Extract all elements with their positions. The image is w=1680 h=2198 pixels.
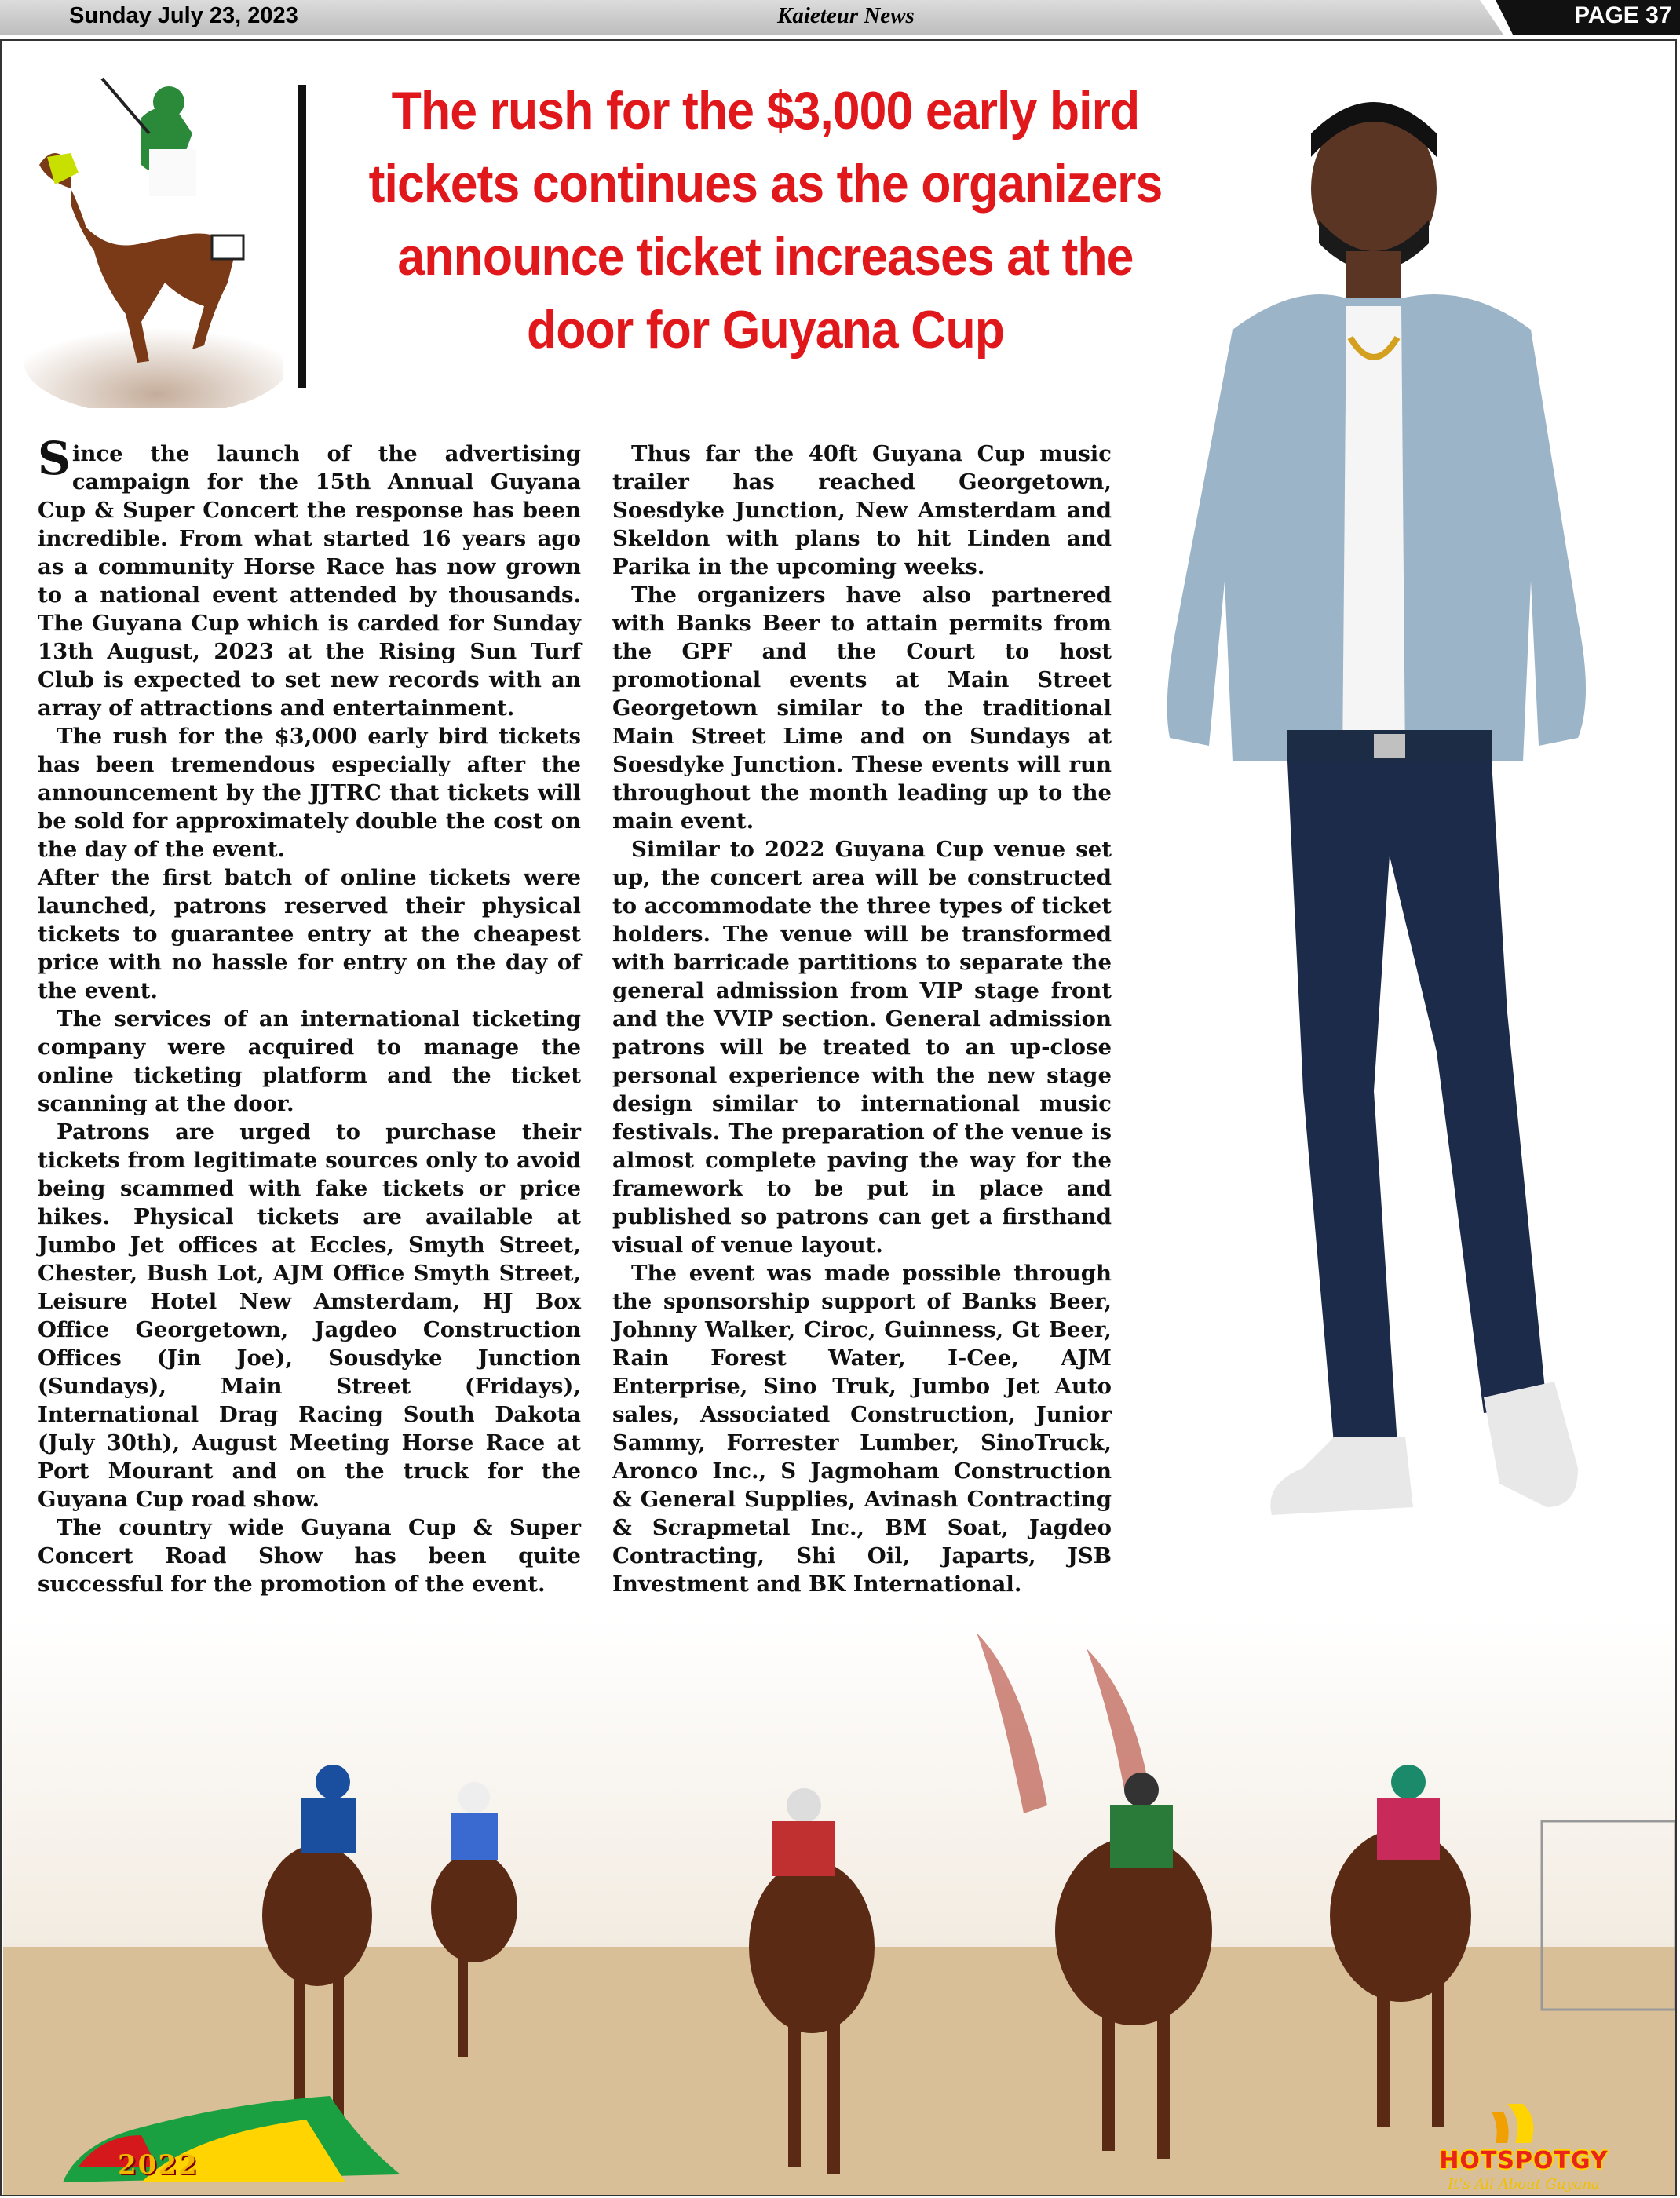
paragraph: The country wide Guyana Cup & Super Concert Road Show has been quite successful for the promotion of the event. <box>38 1515 581 1597</box>
issue-date: Sunday July 23, 2023 <box>69 3 298 28</box>
paragraph: The organizers have also partnered with Banks Beer to attain permits from the GPF and the Court to host promotional events at Main Street Georgetown similar to the traditional Main Street Lime and on Sundays at Soesdyke Junction. These events will run throughout the month leading up to the main event. <box>612 582 1112 834</box>
paragraph: After the first batch of online tickets were launched, patrons reserved their physical tickets to guarantee entry at the cheapest price with no hassle for entry on the day of the event. <box>38 865 581 1003</box>
paragraph: The rush for the $3,000 early bird tickets has been tremendous especially after the announcement by the JJTRC that tickets will be sold for approximately double the cost on the day of the event. <box>38 724 581 862</box>
paragraph-text: ince the launch of the advertising campaign for the 15th Annual Guyana Cup & Super Concert the response has been incredible. From what started 16 years ago as a community Horse Race has now grown to a national event attended by thousands. The Guyana Cup which is carded for Sunday 13th August, 2023 at the Rising Sun Turf Club is expected to set new records with an array of attractions and entertainment. <box>38 441 581 721</box>
paragraph: Patrons are urged to purchase their tickets from legitimate sources only to avoid being scammed with fake tickets or price hikes. Physical tickets are available at Jumbo Jet offices at Eccles, Smyth Street, Chester, Bush Lot, AJM Office Smyth Street, Leisure Hotel New Amsterdam, HJ Box Office Georgetown, Jagdeo Construction Offices (Jin Joe), Sousdyke Junction (Sundays), Main Street (Fridays), International Drag Racing South Dakota (July 30th), August Meeting Horse Race at Port Mourant and on the truck for the Guyana Cup road show. <box>38 1119 581 1512</box>
paragraph: Thus far the 40ft Guyana Cup music trailer has reached Georgetown, Soesdyke Junction, New Amsterdam and Skeldon with plans to hit Linden and Parika in the upcoming weeks. <box>612 441 1112 579</box>
jockey-illustration <box>24 47 283 408</box>
paragraph <box>38 432 581 722</box>
hotspot-logo-text: HOTSPOTGY <box>1439 2147 1609 2174</box>
headline: The rush for the $3,000 early bird tickets continues as the organizers announce ticket increases at the door for Guyana Cup <box>368 81 1163 360</box>
cup-year: 2022 <box>118 2149 199 2181</box>
artist-photo <box>1138 71 1641 1539</box>
page-number: PAGE 37 <box>1574 2 1672 28</box>
page-header <box>0 0 1680 35</box>
paragraph: The services of an international ticketing company were acquired to manage the online ticketing platform and the ticket scanning at the door. <box>38 1006 581 1116</box>
guyana-cup-logo <box>31 2072 440 2190</box>
drop-cap: S <box>38 432 71 485</box>
publication-name: Kaieteur News <box>777 3 915 28</box>
article-column-2 <box>612 440 1112 1598</box>
hotspot-tagline: It's All About Guyana <box>1448 2176 1600 2193</box>
article-column-1 <box>38 432 581 1598</box>
paragraph: Similar to 2022 Guyana Cup venue set up, the concert area will be constructed to accommodate the three types of ticket holders. The venue will be transformed with barricade partitions to separate the general admission from VIP stage front and the VVIP section. General admission patrons will be treated to an up-close personal experience with the new stage design similar to international music festivals. The preparation of the venue is almost complete paving the way for the framework to be put in place and published so patrons can get a firsthand visual of venue layout. <box>612 837 1112 1258</box>
headline-rule <box>298 85 306 388</box>
paragraph: The event was made possible through the sponsorship support of Banks Beer, Johnny Walker, Ciroc, Guinness, Gt Beer, Rain Forest Water, I-Cee, AJM Enterprise, Sino Truk, Jumbo Jet Auto sales, Associated Construction, Junior Sammy, Forrester Lumber, SinoTruck, Aronco Inc., S Jagmoham Construction & General Supplies, Avinash Contracting & Scrapmetal Inc., BM Soat, Jagdeo Contracting, Shi Oil, Japarts, JSB Investment and BK International. <box>612 1261 1112 1597</box>
